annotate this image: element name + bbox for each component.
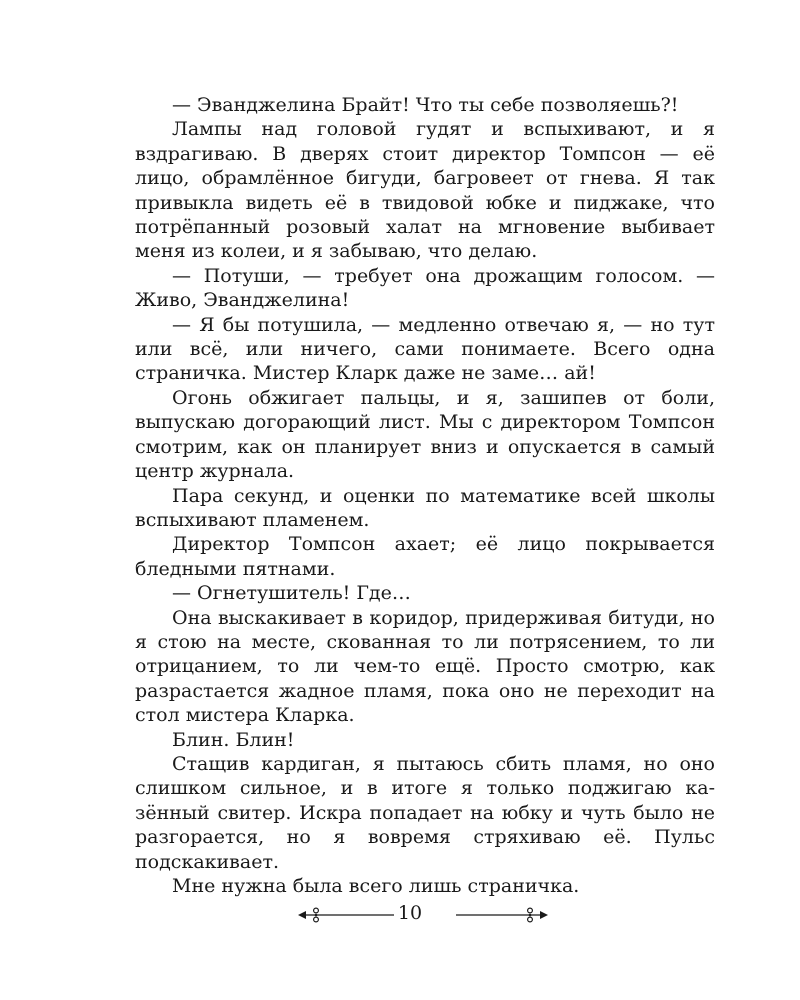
- left-flourish-icon: [298, 908, 394, 922]
- page-number: 10: [397, 902, 423, 924]
- paragraph-10: Блин. Блин!: [172, 728, 295, 751]
- paragraph-4: — Я бы потушила, — медленно отвечаю я, — но тут или всё, или ничего, сами понимаете. Всего одна страничка. Мистер Кларк даже не заме… ай!: [135, 313, 715, 385]
- paragraph-8: — Огнетушитель! Где…: [172, 582, 411, 605]
- paragraph-11: Стащив кардиган, я пытаюсь сбить пламя, но оно слишком сильное, и в итоге я только поджигаю казённый свитер. Искра попадает на юбку и чуть было не разгорается, но я вовремя стряхиваю её. Пульс подскакивает.: [135, 752, 715, 873]
- page-footer: [0, 900, 800, 930]
- paragraph-7: Директор Томпсон ахает; её лицо покрывается бледными пятнами.: [135, 533, 715, 580]
- body-text: [135, 93, 715, 898]
- paragraph-5: Огонь обжигает пальцы, и я, зашипев от боли, выпускаю догорающий лист. Мы с директором Томпсон смотрим, как он планирует вниз и опускается в самый центр журнала.: [135, 386, 715, 483]
- paragraph-6: Пара секунд, и оценки по математике всей школы вспыхивают пламенем.: [135, 484, 715, 531]
- paragraph-3: — Потуши, — требует она дрожащим голосом. — Живо, Эванджелина!: [135, 264, 715, 312]
- paragraph-1: — Эванджелина Брайт! Что ты себе позволяешь?!: [172, 94, 679, 116]
- paragraph-2: Лампы над головой гудят и вспыхивают, и я вздрагиваю. В дверях стоит директор Томпсон — её лицо, обрамлённое бигуди, багровеет от гнева. Я так привыкла видеть её в твидовой юбке и пиджаке, что потрёпанный розовый халат на мгновение выбивает меня из колеи, и я забываю, что делаю.: [135, 118, 715, 263]
- right-flourish-icon: [456, 908, 548, 922]
- paragraph-12: Мне нужна была всего лишь страничка.: [172, 875, 580, 897]
- paragraph-9: Она выскакивает в коридор, придерживая битуди, но я стою на месте, скованная то ли потрясением, то ли отрицанием, то ли чем-то ещё. Просто смотрю, как разрастается жадное пламя, пока оно не переходит на стол мистера Кларка.: [135, 606, 715, 727]
